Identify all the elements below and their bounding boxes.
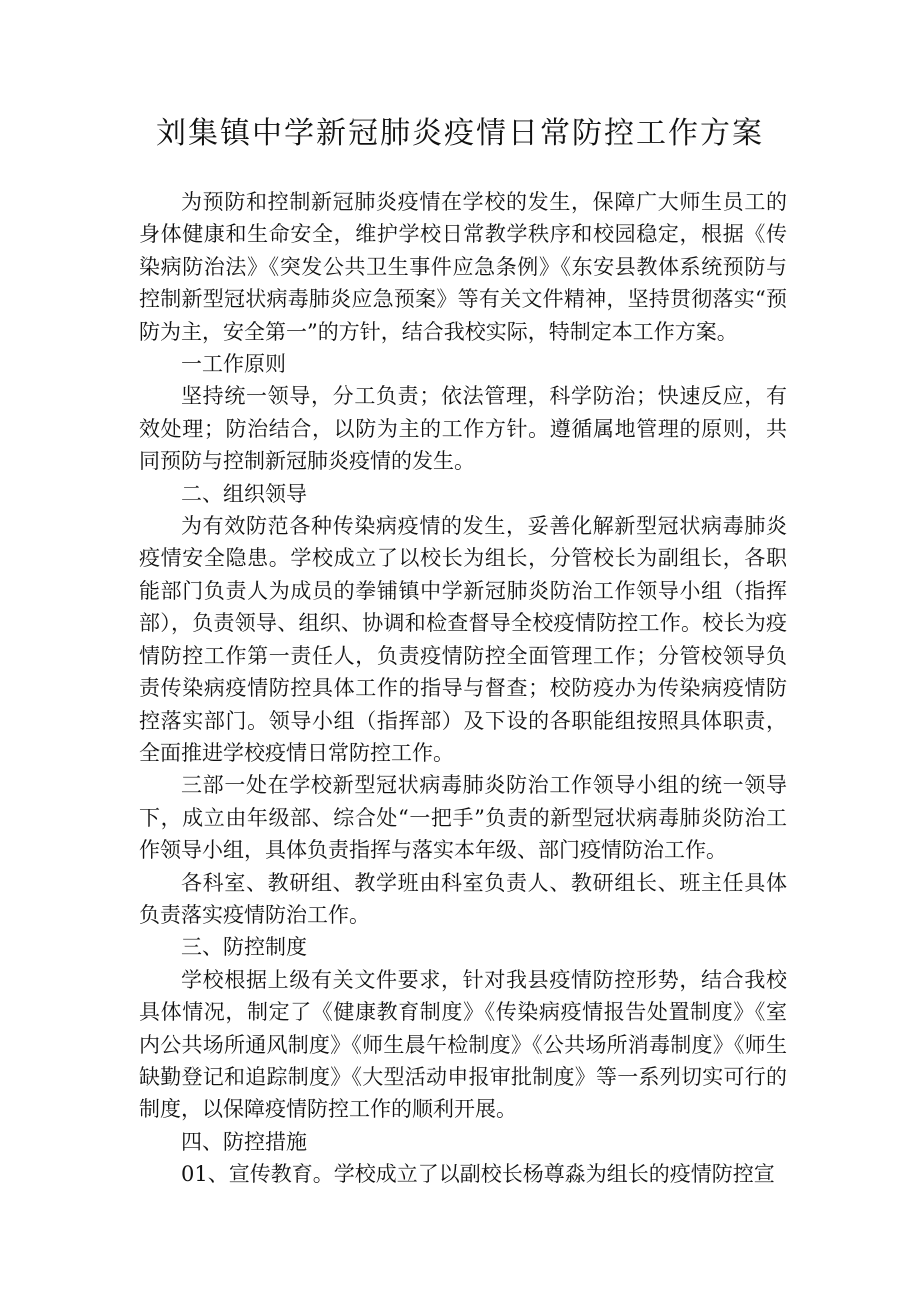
section-heading-leadership: 二、组织领导 (181, 481, 307, 506)
paragraph-units: 各科室、教研组、教学班由科室负责人、教研组长、班主任具体负责落实疫情防治工作。 (139, 870, 787, 927)
paragraph-rules: 学校根据上级有关文件要求，针对我县疫情防控形势，结合我校具体情况，制定了《健康教育制度》《传染病疫情报告处置制度》《室内公共场所通风制度》《师生晨午检制度》《公共场所消毒制度》《师生缺勤登记和追踪制度》《大型活动申报审批制度》等一系列切实可行的制度，以保障疫情防控工作的顺利开展。 (139, 967, 787, 1122)
document-title: 刘集镇中学新冠肺炎疫情日常防控工作方案 (156, 116, 764, 151)
section-heading-rules: 三、防控制度 (181, 935, 307, 960)
paragraph-intro: 为预防和控制新冠肺炎疫情在学校的发生，保障广大师生员工的身体健康和生命安全，维护学校日常教学秩序和校园稳定，根据《传染病防治法》《突发公共卫生事件应急条例》《东安县教体系统预防与控制新型冠状病毒肺炎应急预案》等有关文件精神，坚持贯彻落实“预防为主，安全第一”的方针，结合我校实际，特制定本工作方案。 (139, 190, 787, 344)
paragraph-leadership: 为有效防范各种传染病疫情的发生，妥善化解新型冠状病毒肺炎疫情安全隐患。学校成立了以校长为组长，分管校长为副组长，各职能部门负责人为成员的拳铺镇中学新冠肺炎防治工作领导小组（指挥部），负责领导、组织、协调和检查督导全校疫情防控工作。校长为疫情防控工作第一责任人，负责疫情防控全面管理工作；分管校领导负责传染病疫情防控具体工作的指导与督查；校防疫办为传染病疫情防控落实部门。领导小组（指挥部）及下设的各职能组按照具体职责，全面推进学校疫情日常防控工作。 (139, 514, 787, 765)
document-body (139, 186, 787, 1191)
paragraph-measures: 01、宣传教育。学校成立了以副校长杨尊淼为组长的疫情防控宣 (181, 1162, 775, 1187)
paragraph-principles: 坚持统一领导，分工负责；依法管理，科学防治；快速反应，有效处理；防治结合，以防为主的工作方针。遵循属地管理的原则，共同预防与控制新冠肺炎疫情的发生。 (139, 384, 787, 474)
section-heading-principles: 一工作原则 (181, 352, 286, 377)
section-heading-measures: 四、防控措施 (181, 1129, 307, 1154)
paragraph-departments: 三部一处在学校新型冠状病毒肺炎防治工作领导小组的统一领导下，成立由年级部、综合处“一把手”负责的新型冠状病毒肺炎防治工作领导小组，具体负责指挥与落实本年级、部门疫情防治工作。 (139, 773, 787, 863)
